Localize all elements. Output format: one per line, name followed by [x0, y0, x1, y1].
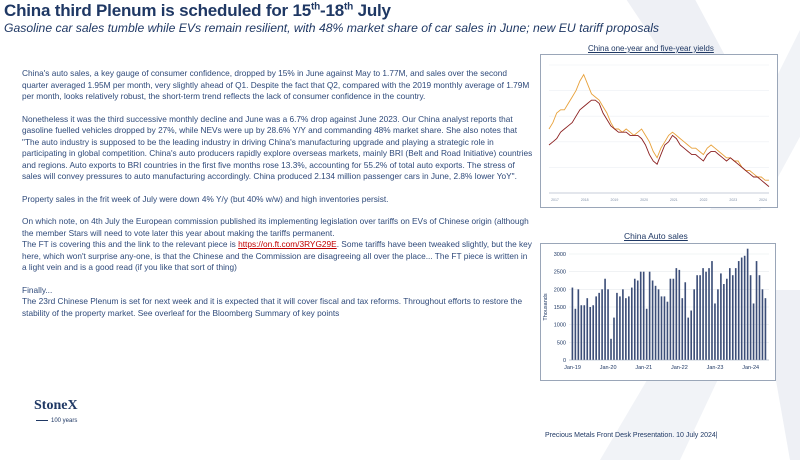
presentation-footer: Precious Metals Front Desk Presentation. 10 July 2024| [545, 432, 718, 439]
paragraph-property: Property sales in the frit week of July were down 4% Y/y (but 40% w/w) and high inventories persist. [22, 193, 389, 204]
sales-bar [643, 272, 645, 360]
sales-x-tick: Jan-24 [742, 365, 760, 371]
sales-bar [652, 281, 654, 361]
sales-y-tick: 2500 [553, 269, 566, 276]
ft-article-link[interactable]: https://on.ft.com/3RYG29E [238, 239, 337, 249]
sales-x-tick: Jan-22 [670, 365, 688, 371]
sales-bar [631, 288, 633, 360]
paragraph-finally: Finally... [22, 284, 53, 295]
sales-bar [705, 272, 707, 360]
sales-bar [676, 268, 678, 360]
yield-series-1 [549, 100, 769, 186]
yields-x-tick: 2018 [580, 198, 589, 202]
sales-y-tick: 3000 [553, 252, 566, 258]
yields-chart-svg [541, 55, 777, 207]
stonex-logo: StoneX [34, 398, 78, 413]
sales-bar [720, 273, 722, 360]
sales-bar [714, 303, 716, 360]
yields-x-tick: 2020 [640, 198, 649, 202]
sales-bar [613, 318, 615, 360]
sales-bar [583, 305, 585, 360]
sales-bar [750, 275, 752, 360]
sales-bar [711, 261, 713, 360]
sales-bar [735, 268, 737, 360]
sales-x-tick: Jan-19 [564, 365, 581, 371]
yields-chart [540, 54, 778, 208]
sales-bar [578, 289, 580, 360]
sales-bar [729, 268, 731, 360]
sales-x-tick: Jan-20 [599, 365, 617, 371]
page-subtitle: Gasoline car sales tumble while EVs remain resilient, with 48% market share of car sales in June; new EU tariff proposals [4, 21, 660, 35]
sales-bar [693, 289, 695, 360]
sales-y-tick: 1000 [553, 322, 566, 329]
auto-sales-chart-title: China Auto sales [624, 231, 688, 241]
sales-bar [708, 268, 710, 360]
sales-bar [610, 339, 612, 360]
sales-bar [679, 270, 681, 360]
commentary-body [22, 68, 534, 330]
yields-x-tick: 2021 [669, 198, 678, 202]
sales-bar [572, 288, 574, 360]
sales-bar [753, 303, 755, 360]
sales-bar [646, 309, 648, 360]
sales-y-tick: 2000 [553, 287, 566, 294]
yields-x-tick: 2024 [759, 198, 767, 202]
yields-x-tick: 2023 [729, 198, 738, 202]
sales-y-label: Thousands [543, 293, 549, 321]
page-title: China third Plenum is scheduled for 15th-18th July [4, 1, 391, 20]
sales-bar [670, 279, 672, 360]
sales-bar [741, 258, 743, 360]
sales-bar [595, 296, 597, 360]
logo-years: 100 years [36, 418, 77, 424]
sales-bar [589, 307, 591, 360]
sales-bar [717, 289, 719, 360]
paragraph-eu-tariffs: On which note, on 4th July the European commission published its implementing legislation over tariffs on EVs of Chinese origin (although the member Stars will need to vote later this year about making the tariffs permanent. [22, 216, 529, 238]
yields-x-tick: 2022 [699, 198, 708, 202]
sales-bar [684, 282, 686, 360]
sales-bar [622, 289, 624, 360]
sales-y-tick: 1500 [553, 305, 566, 311]
paragraph-ft: The FT is covering this and the link to the relevant piece is https://on.ft.com/3RYG29E. Some tariffs have been tweaked slightly, but the key here, which won't surprise any-one, is that the Chinese and the Commission are disagreeing all over the place... The FT piece is written in a light vein and is a good read (if you like that sort of thing) [22, 239, 532, 272]
sales-bar [661, 296, 663, 360]
sales-bar [649, 272, 651, 360]
paragraph-auto-sales: China's auto sales, a key gauge of consumer confidence, dropped by 15% in June against May to 1.77M, and sales over the second quarter averaged 1.95M per month, very slightly ahead of Q1. Despite the fact that Q2, compared with the 2019 monthly average of 1.79M per month, looks relatively robust, the short-term trend reflects the lack of consumer confidence in the country. [22, 68, 530, 101]
sales-x-tick: Jan-23 [706, 365, 724, 371]
sales-bar [601, 289, 603, 360]
sales-bar [673, 279, 675, 360]
sales-bar [640, 272, 642, 360]
sales-bar [765, 298, 767, 360]
paragraph-analyst: Nonetheless it was the third successive monthly decline and June was a 6.7% drop against June 2023. Our China analyst reports that gasoline fuelled vehicles dropped by 27%, while NEVs were up by 28.6% Y/Y and commanding 48% market share. She also notes that "The auto industry is supposed to be the leading industry in driving China's manufacturing upgrade and playing a strategic role in participating in global competition. China's auto producers rapidly explore overseas markets, mainly BRI (Belt and Road Initiative) countries and regions. Auto exports to BRI countries in the first five months rose 13.3%, accounting for 55.2% of total auto exports. The stress of sales will convey pressures to auto manufacturing accordingly. China produced 2.134 million passenger cars in June, 2.8% lower YoY". [22, 113, 533, 181]
sales-bar [575, 309, 577, 360]
sales-bar [681, 298, 683, 360]
sales-bar [690, 311, 692, 360]
sales-bar [762, 289, 764, 360]
auto-sales-chart [540, 243, 776, 381]
sales-bar [738, 261, 740, 360]
sales-bar [732, 275, 734, 360]
sales-bar [592, 305, 594, 360]
sales-bar [598, 293, 600, 360]
sales-bar [607, 289, 609, 360]
sales-x-tick: Jan-21 [635, 365, 653, 371]
sales-bar [687, 318, 689, 360]
sales-bar [726, 279, 728, 360]
sales-y-tick: 0 [562, 358, 566, 364]
sales-bar [625, 298, 627, 360]
yields-chart-title: China one-year and five-year yields [588, 44, 714, 53]
sales-bar [702, 268, 704, 360]
sales-bar [747, 249, 749, 360]
sales-y-tick: 500 [556, 340, 566, 347]
sales-bar [667, 302, 669, 360]
sales-bar [637, 281, 639, 361]
sales-bar [699, 275, 701, 360]
sales-bar [664, 296, 666, 360]
sales-bar [616, 293, 618, 360]
yields-x-tick: 2019 [610, 198, 619, 202]
sales-bar [634, 279, 636, 360]
paragraph-plenum: The 23rd Chinese Plenum is set for next week and it is expected that it will cover fiscal and tax reforms. Throughout efforts to restore the stability of the property market. See overleaf for the Bloomberg Summary of key points [22, 296, 523, 318]
sales-bar [723, 284, 725, 360]
sales-bar [759, 275, 761, 360]
sales-bar [658, 289, 660, 360]
sales-bar [619, 296, 621, 360]
sales-bar [696, 275, 698, 360]
sales-bar [756, 261, 758, 360]
sales-bar [744, 256, 746, 360]
auto-sales-chart-svg [541, 244, 775, 380]
sales-bar [581, 305, 583, 360]
sales-bar [655, 286, 657, 360]
yields-x-tick: 2017 [551, 198, 559, 202]
sales-bar [586, 298, 588, 360]
sales-bar [604, 279, 606, 360]
sales-bar [628, 296, 630, 360]
